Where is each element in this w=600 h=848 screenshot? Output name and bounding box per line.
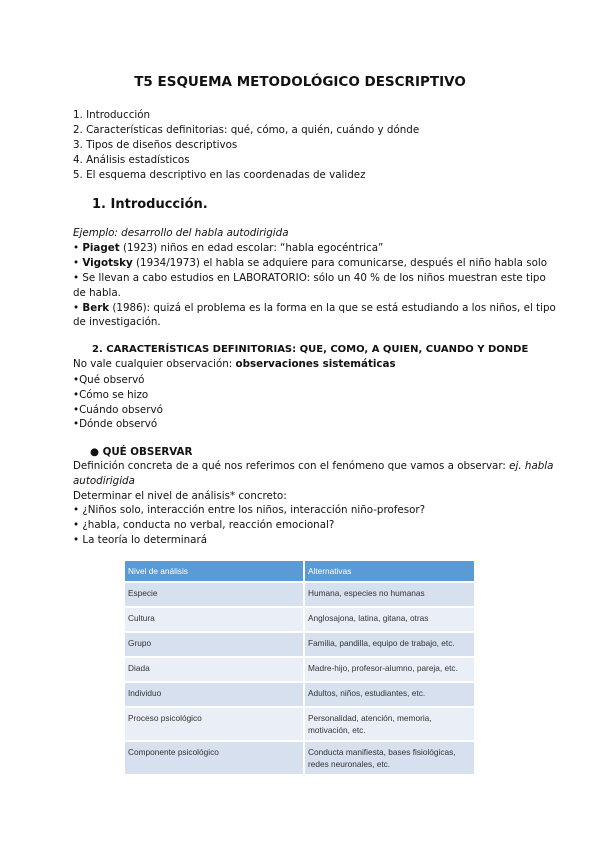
toc-item: 3. Tipos de diseños descriptivos (73, 139, 238, 151)
toc-item: 5. El esquema descriptivo en las coordenadas de validez (73, 169, 366, 181)
list-item: •Cuándo observó (73, 404, 163, 416)
berk-line: • Berk (1986): quizá el problema es la forma en la que se está estudiando a los niños, el tipo (73, 302, 556, 314)
berk-line-2: de investigación. (73, 316, 161, 328)
cell: Adultos, niños, estudiantes, etc. (304, 682, 475, 707)
cell: Diada (125, 657, 304, 682)
author: Berk (82, 302, 110, 314)
cell: Proceso psicológico (125, 707, 304, 741)
list-item: •Qué observó (73, 374, 145, 386)
text: Definición concreta de a qué nos referimos con el fenómeno que vamos a observar: (73, 460, 510, 472)
cell: Familia, pandilla, equipo de trabajo, etc. (304, 632, 475, 657)
section-2-heading: 2. CARACTERÍSTICAS DEFINITORIAS: QUE, COMO, A QUIEN, CUANDO Y DONDE (92, 344, 529, 355)
cell: Humana, especies no humanas (304, 582, 475, 607)
table-row (125, 582, 475, 607)
author: Piaget (82, 242, 120, 254)
subheading: ● QUÉ OBSERVAR (90, 446, 193, 458)
table-row (125, 741, 475, 775)
definition-line-2: autodirigida (73, 475, 135, 487)
analysis-level-table (125, 561, 476, 776)
cell: Individuo (125, 682, 304, 707)
cell: Conducta manifiesta, bases fisiológicas, redes neuronales, etc. (304, 741, 475, 775)
table-row (125, 682, 475, 707)
bullet: • La teoría lo determinará (73, 534, 208, 546)
vigotsky-line: • Vigotsky (1934/1973) el habla se adquiere para comunicarse, después el niño habla solo (73, 257, 548, 269)
text: No vale cualquier observación: (73, 358, 236, 370)
table-row (125, 607, 475, 632)
bullet: • ¿habla, conducta no verbal, reacción emocional? (73, 519, 335, 531)
cell: Componente psicológico (125, 741, 304, 775)
toc-item: 2. Características definitorias: qué, cómo, a quién, cuándo y dónde (73, 124, 420, 136)
cell: Especie (125, 582, 304, 607)
cell: Grupo (125, 632, 304, 657)
author: Vigotsky (82, 257, 133, 269)
toc-item: 1. Introducción (73, 109, 151, 121)
bold-text: observaciones sistemáticas (235, 358, 396, 370)
definition-line (73, 459, 553, 473)
italic-text: ej. habla (509, 460, 554, 472)
list-item: •Cómo se hizo (73, 389, 149, 401)
lab-line-2: de habla. (73, 287, 121, 299)
piaget-line: • Piaget (1923) niños en edad escolar: “habla egocéntrica” (73, 242, 384, 254)
bullet: • ¿Niños solo, interacción entre los niños, interacción niño-profesor? (73, 504, 426, 516)
table-row (125, 632, 475, 657)
section-1-heading: 1. Introducción. (92, 197, 208, 212)
table-row (125, 657, 475, 682)
header-cell: Alternativas (304, 561, 475, 582)
level-line: Determinar el nivel de análisis* concreto: (73, 490, 287, 502)
example-line: Ejemplo: desarrollo del habla autodirigida (73, 227, 289, 239)
header-cell: Nivel de análisis (125, 561, 304, 582)
table-header (125, 561, 475, 582)
table-row (125, 707, 475, 741)
cell: Personalidad, atención, memoria, motivación, etc. (304, 707, 475, 741)
page-title: T5 ESQUEMA METODOLÓGICO DESCRIPTIVO (134, 74, 466, 90)
text: (1934/1973) el habla se adquiere para comunicarse, después el niño habla solo (132, 257, 548, 269)
text: (1923) niños en edad escolar: “habla egocéntrica” (119, 242, 384, 254)
cell: Cultura (125, 607, 304, 632)
text: (1986): quizá el problema es la forma en la que se está estudiando a los niños, el tipo (109, 302, 556, 314)
cell: Madre-hijo, profesor-alumno, pareja, etc. (304, 657, 475, 682)
lab-line: • Se llevan a cabo estudios en LABORATORIO: sólo un 40 % de los niños muestran este tipo (73, 272, 546, 284)
toc-item: 4. Análisis estadísticos (73, 154, 190, 166)
list-item: •Dónde observó (73, 418, 158, 430)
cell: Anglosajona, latina, gitana, otras (304, 607, 475, 632)
intro-line (73, 357, 396, 371)
